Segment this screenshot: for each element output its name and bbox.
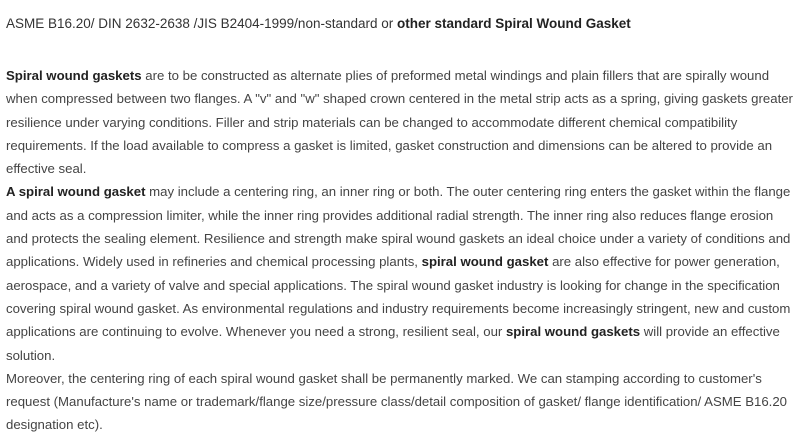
heading-standards: ASME B16.20/ DIN 2632-2638 /JIS B2404-1999/non-standard or: [6, 16, 397, 31]
paragraph-marking: [6, 367, 796, 437]
paragraph-text: Moreover, the centering ring of each spiral wound gasket shall be permanently marked. We can stamping according to customer's request (Manufacture's name or trademark/flange size/pressure class/detail composition of gasket/ flange identification/ ASME B16.20 designation etc).: [6, 370, 787, 433]
bold-term: A spiral wound gasket: [6, 184, 146, 200]
bold-term: spiral wound gasket: [421, 254, 549, 270]
paragraph-text: are to be constructed as alternate plies of preformed metal windings and plain fillers that are spirally wound when compressed between two flanges. A "v" and "w" shaped crown centered in the metal strip acts as a spring, giving gaskets greater resilience under varying conditions. Filler and strip materials can be changed to accommodate different chemical compatibility requirements. If the load available to compress a gasket is limited, gasket construction and dimensions can be altered to provide an effective seal.: [6, 68, 793, 177]
paragraph-text: may include a centering ring, an inner ring or both. The outer centering ring enters the gasket within the flange and acts as a compression limiter, while the inner ring provides additional radial strength. The inner ring also reduces flange erosion and protects the sealing element. Resilience and strength make spiral wound gaskets an ideal choice under a variety of conditions and applications. Widely used in refineries and chemical processing plants,: [6, 184, 791, 270]
heading-product-title: other standard Spiral Wound Gasket: [397, 16, 631, 31]
paragraph-text: will provide an effective solution.: [6, 324, 780, 363]
paragraph-text: are also effective for power generation, aerospace, and a variety of valve and special applications. The spiral wound gasket industry is looking for change in the specification covering spiral wound gasket. As environmental regulations and industry requirements become increasingly stringent, new and custom applications are continuing to evolve. Whenever you need a strong, resilient seal, our: [6, 254, 791, 340]
paragraph-rings: [6, 180, 796, 366]
article-body: [6, 64, 796, 437]
bold-term: Spiral wound gaskets: [6, 68, 142, 83]
paragraph-construction: [6, 64, 796, 180]
page-heading: [6, 15, 798, 33]
bold-term: spiral wound gaskets: [505, 324, 641, 340]
